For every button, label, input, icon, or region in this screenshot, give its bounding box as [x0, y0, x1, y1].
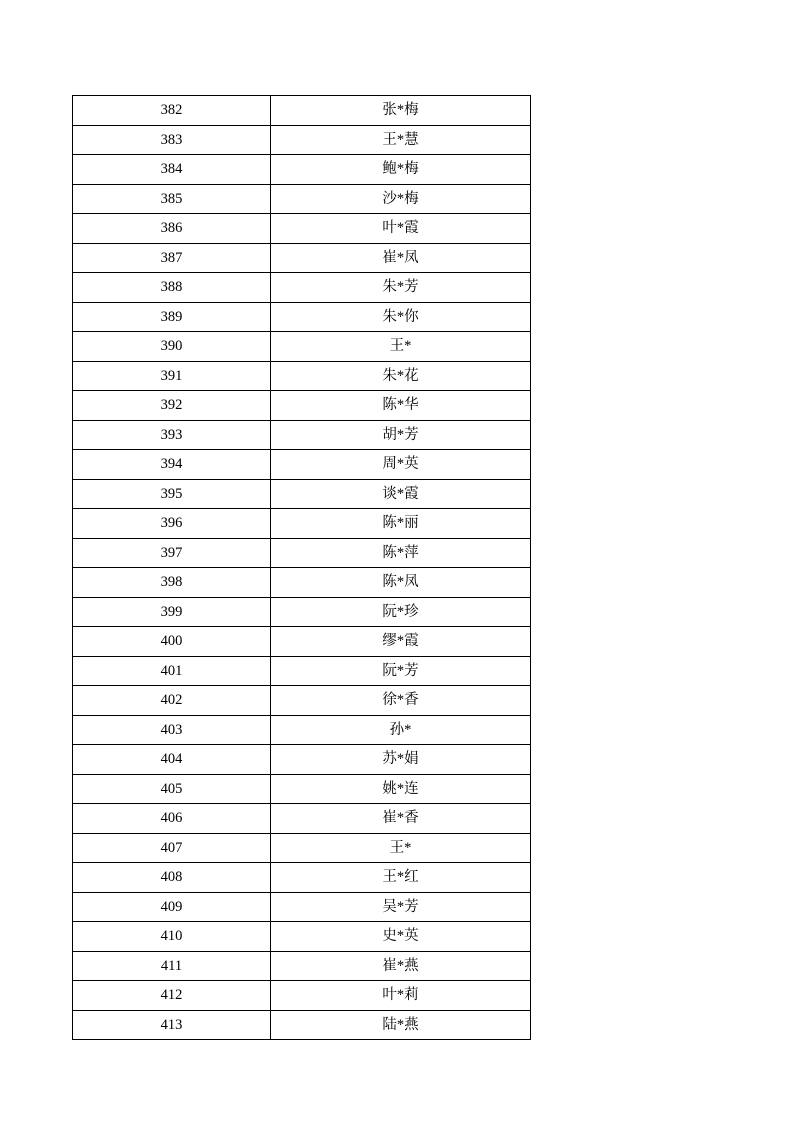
row-name-cell: 崔*燕 — [271, 951, 531, 981]
table-row — [73, 96, 531, 126]
table-row — [73, 686, 531, 716]
table-row — [73, 627, 531, 657]
row-name-cell: 王*红 — [271, 863, 531, 893]
table-row — [73, 302, 531, 332]
table-row — [73, 892, 531, 922]
row-name-cell: 徐*香 — [271, 686, 531, 716]
row-index-cell: 405 — [73, 774, 271, 804]
table-row — [73, 184, 531, 214]
row-index-cell: 388 — [73, 273, 271, 303]
row-name-cell: 陈*凤 — [271, 568, 531, 598]
row-index-cell: 383 — [73, 125, 271, 155]
row-name-cell: 缪*霞 — [271, 627, 531, 657]
table-row — [73, 597, 531, 627]
row-index-cell: 394 — [73, 450, 271, 480]
row-name-cell: 姚*连 — [271, 774, 531, 804]
table-row — [73, 243, 531, 273]
row-index-cell: 390 — [73, 332, 271, 362]
table-row — [73, 538, 531, 568]
row-name-cell: 阮*珍 — [271, 597, 531, 627]
row-name-cell: 王* — [271, 332, 531, 362]
row-index-cell: 393 — [73, 420, 271, 450]
row-name-cell: 陈*华 — [271, 391, 531, 421]
row-name-cell: 苏*娟 — [271, 745, 531, 775]
row-index-cell: 408 — [73, 863, 271, 893]
table-row — [73, 125, 531, 155]
row-name-cell: 朱*花 — [271, 361, 531, 391]
table-row — [73, 922, 531, 952]
row-index-cell: 403 — [73, 715, 271, 745]
table-row — [73, 951, 531, 981]
row-name-cell: 叶*莉 — [271, 981, 531, 1011]
row-index-cell: 400 — [73, 627, 271, 657]
table-row — [73, 214, 531, 244]
table-row — [73, 391, 531, 421]
row-index-cell: 402 — [73, 686, 271, 716]
row-index-cell: 413 — [73, 1010, 271, 1040]
table-row — [73, 420, 531, 450]
table-row — [73, 715, 531, 745]
table-row — [73, 568, 531, 598]
row-index-cell: 387 — [73, 243, 271, 273]
table-row — [73, 774, 531, 804]
table-row — [73, 981, 531, 1011]
row-name-cell: 吴*芳 — [271, 892, 531, 922]
row-name-cell: 孙* — [271, 715, 531, 745]
row-index-cell: 412 — [73, 981, 271, 1011]
row-index-cell: 407 — [73, 833, 271, 863]
row-index-cell: 399 — [73, 597, 271, 627]
row-name-cell: 王*慧 — [271, 125, 531, 155]
row-name-cell: 胡*芳 — [271, 420, 531, 450]
table-row — [73, 273, 531, 303]
row-name-cell: 史*英 — [271, 922, 531, 952]
row-name-cell: 朱*芳 — [271, 273, 531, 303]
row-name-cell: 王* — [271, 833, 531, 863]
row-index-cell: 406 — [73, 804, 271, 834]
row-name-cell: 崔*香 — [271, 804, 531, 834]
table-row — [73, 863, 531, 893]
row-index-cell: 386 — [73, 214, 271, 244]
row-index-cell: 384 — [73, 155, 271, 185]
row-index-cell: 411 — [73, 951, 271, 981]
row-name-cell: 鲍*梅 — [271, 155, 531, 185]
row-index-cell: 398 — [73, 568, 271, 598]
table-row — [73, 450, 531, 480]
row-name-cell: 沙*梅 — [271, 184, 531, 214]
row-index-cell: 409 — [73, 892, 271, 922]
row-name-cell: 叶*霞 — [271, 214, 531, 244]
row-index-cell: 401 — [73, 656, 271, 686]
row-name-cell: 朱*你 — [271, 302, 531, 332]
row-index-cell: 385 — [73, 184, 271, 214]
name-list-table — [72, 95, 531, 1040]
name-list-table-container — [72, 95, 528, 1040]
row-name-cell: 崔*凤 — [271, 243, 531, 273]
row-index-cell: 389 — [73, 302, 271, 332]
table-row — [73, 361, 531, 391]
row-name-cell: 张*梅 — [271, 96, 531, 126]
table-row — [73, 1010, 531, 1040]
row-index-cell: 404 — [73, 745, 271, 775]
table-row — [73, 479, 531, 509]
table-row — [73, 745, 531, 775]
table-row — [73, 833, 531, 863]
row-index-cell: 392 — [73, 391, 271, 421]
row-index-cell: 391 — [73, 361, 271, 391]
row-name-cell: 陈*丽 — [271, 509, 531, 539]
row-index-cell: 395 — [73, 479, 271, 509]
table-row — [73, 155, 531, 185]
row-name-cell: 周*英 — [271, 450, 531, 480]
table-body — [73, 96, 531, 1040]
table-row — [73, 332, 531, 362]
table-row — [73, 656, 531, 686]
table-row — [73, 804, 531, 834]
row-name-cell: 陈*萍 — [271, 538, 531, 568]
table-row — [73, 509, 531, 539]
row-index-cell: 397 — [73, 538, 271, 568]
row-index-cell: 382 — [73, 96, 271, 126]
row-name-cell: 陆*燕 — [271, 1010, 531, 1040]
row-name-cell: 阮*芳 — [271, 656, 531, 686]
row-name-cell: 谈*霞 — [271, 479, 531, 509]
row-index-cell: 396 — [73, 509, 271, 539]
row-index-cell: 410 — [73, 922, 271, 952]
